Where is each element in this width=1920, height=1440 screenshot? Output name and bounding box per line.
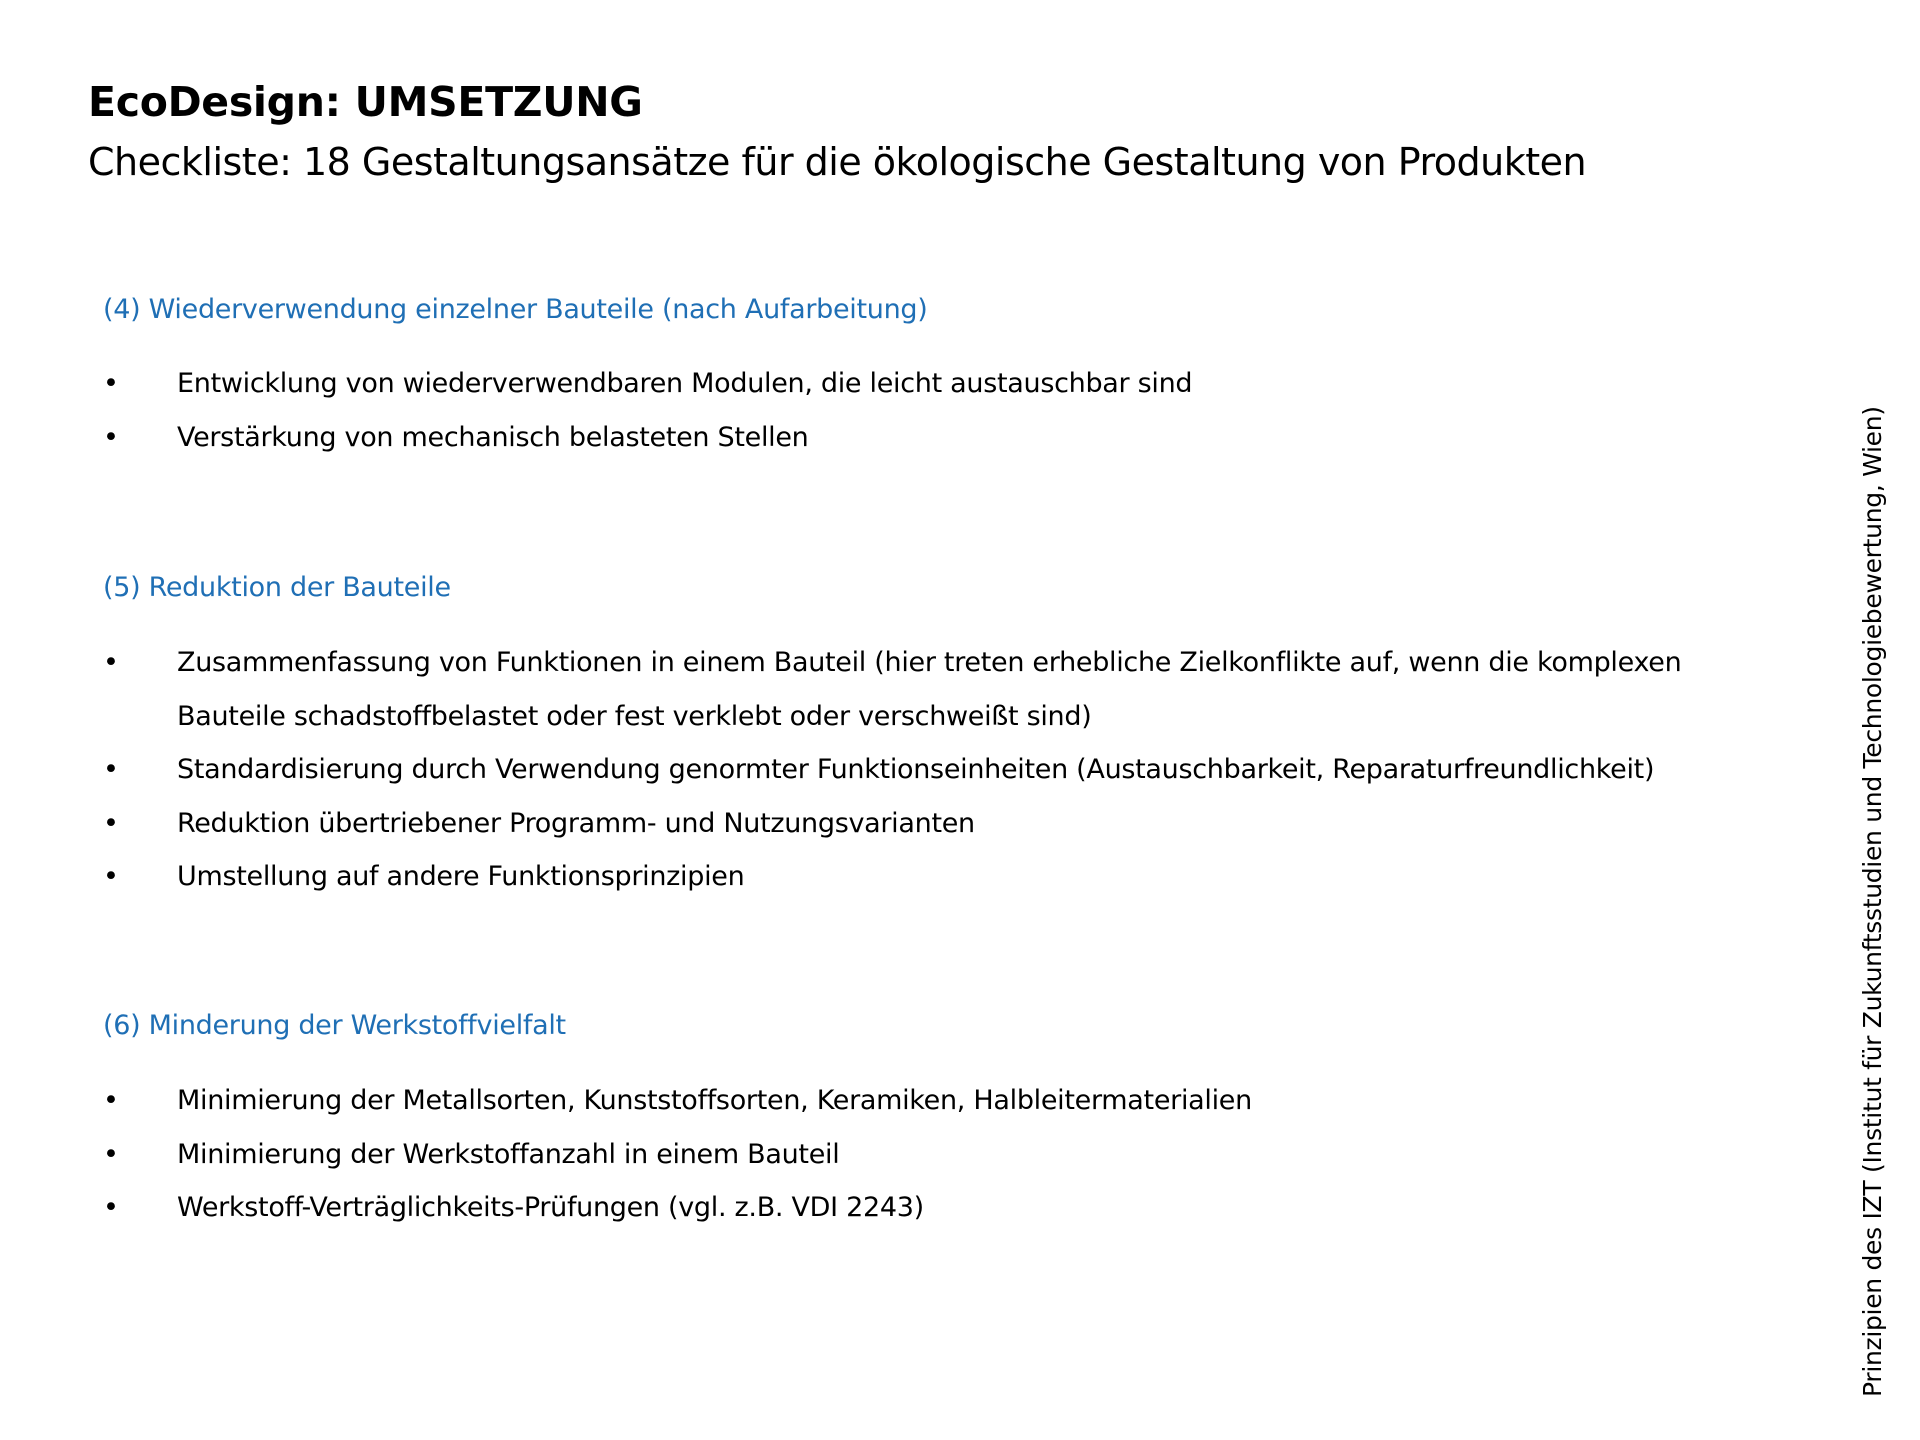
list-item-text: Reduktion übertriebener Programm- und Nutzungsvarianten — [177, 807, 975, 839]
bullet-icon: • — [103, 421, 119, 453]
bullet-icon: • — [103, 861, 119, 892]
bullet-list-section-4 — [103, 357, 1777, 464]
list-item-text: Standardisierung durch Verwendung genormter Funktionseinheiten (Austauschbarkeit, Reparaturfreundlichkeit) — [177, 754, 1655, 785]
list-item-text: Werkstoff-Verträglichkeits-Prüfungen (vgl. z.B. VDI 2243) — [177, 1192, 924, 1223]
bullet-icon: • — [103, 647, 119, 678]
list-item-text: Zusammenfassung von Funktionen in einem Bauteil (hier treten erhebliche Zielkonflikte auf, wenn die komplexen Bauteile schadstoffbelastet oder fest verklebt oder verschweißt sind) — [177, 647, 1682, 732]
bullet-icon: • — [103, 1192, 119, 1223]
list-item — [103, 1181, 1777, 1235]
section-heading-5: (5) Reduktion der Bauteile — [103, 572, 451, 603]
list-item-text: Verstärkung von mechanisch belasteten Stellen — [177, 421, 809, 453]
list-item — [103, 636, 1777, 743]
section-heading-6: (6) Minderung der Werkstoffvielfalt — [103, 1010, 566, 1041]
bullet-icon: • — [103, 754, 119, 785]
source-note-vertical: Prinzipien des IZT (Institut für Zukunftsstudien und Technologiebewertung, Wien) — [1858, 406, 1887, 1397]
list-item — [103, 411, 1777, 465]
list-item — [103, 357, 1777, 411]
list-item — [103, 743, 1777, 797]
bullet-list-section-5 — [103, 636, 1777, 904]
bullet-icon: • — [103, 807, 119, 839]
bullet-icon: • — [103, 368, 119, 399]
list-item — [103, 797, 1777, 851]
list-item-text: Minimierung der Metallsorten, Kunststoffsorten, Keramiken, Halbleitermaterialien — [177, 1085, 1252, 1116]
list-item-text: Entwicklung von wiederverwendbaren Modulen, die leicht austauschbar sind — [177, 368, 1193, 399]
page-title: EcoDesign: UMSETZUNG — [88, 78, 643, 126]
bullet-icon: • — [103, 1138, 119, 1170]
bullet-icon: • — [103, 1085, 119, 1116]
page-subtitle: Checkliste: 18 Gestaltungsansätze für die ökologische Gestaltung von Produkten — [88, 140, 1587, 184]
list-item-text: Minimierung der Werkstoffanzahl in einem Bauteil — [177, 1138, 840, 1170]
list-item — [103, 850, 1777, 904]
list-item-text: Umstellung auf andere Funktionsprinzipien — [177, 861, 745, 892]
bullet-list-section-6 — [103, 1074, 1777, 1235]
list-item — [103, 1128, 1777, 1182]
section-heading-4: (4) Wiederverwendung einzelner Bauteile (nach Aufarbeitung) — [103, 294, 928, 325]
list-item — [103, 1074, 1777, 1128]
